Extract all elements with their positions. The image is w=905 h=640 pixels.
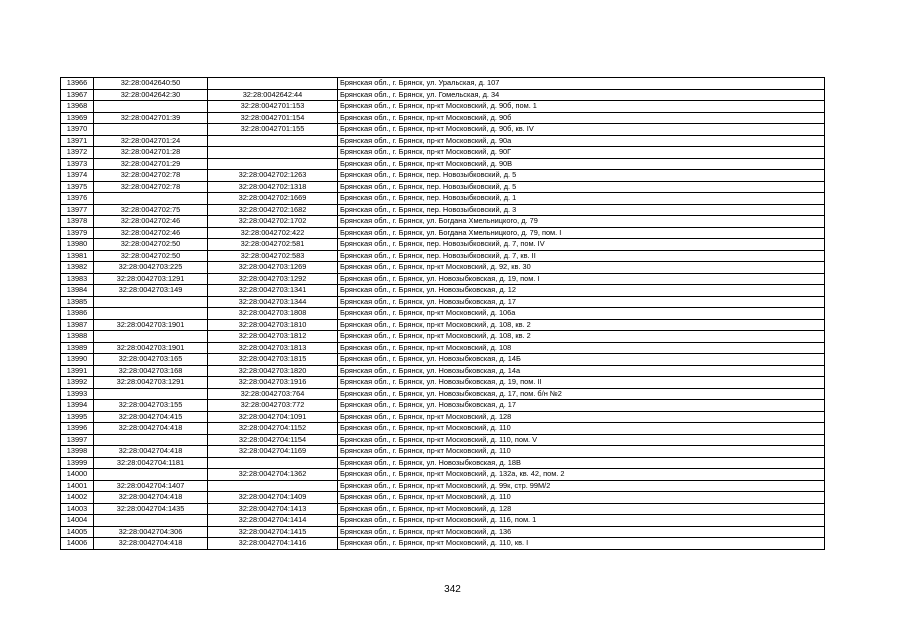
cadastral-number-cell: 32:28:0042704:415 <box>94 411 208 423</box>
object-cadastral-number-cell: 32:28:0042704:1152 <box>208 423 338 435</box>
object-cadastral-number-cell <box>208 158 338 170</box>
row-number-cell: 13984 <box>61 285 94 297</box>
cadastral-number-cell: 32:28:0042703:168 <box>94 365 208 377</box>
table-row <box>61 331 825 343</box>
address-cell: Брянская обл., г. Брянск, пр-кт Московский, д. 110 <box>338 492 825 504</box>
cadastral-number-cell <box>94 388 208 400</box>
row-number-cell: 13970 <box>61 124 94 136</box>
table-row <box>61 423 825 435</box>
address-cell: Брянская обл., г. Брянск, пр-кт Московский, д. 90б, кв. IV <box>338 124 825 136</box>
object-cadastral-number-cell: 32:28:0042704:1091 <box>208 411 338 423</box>
table-row <box>61 469 825 481</box>
row-number-cell: 13992 <box>61 377 94 389</box>
table-row <box>61 503 825 515</box>
object-cadastral-number-cell <box>208 135 338 147</box>
address-cell: Брянская обл., г. Брянск, пр-кт Московский, д. 90б <box>338 112 825 124</box>
cadastral-number-cell: 32:28:0042703:1901 <box>94 342 208 354</box>
row-number-cell: 14006 <box>61 538 94 550</box>
object-cadastral-number-cell: 32:28:0042703:1341 <box>208 285 338 297</box>
table-row <box>61 147 825 159</box>
object-cadastral-number-cell: 32:28:0042704:1154 <box>208 434 338 446</box>
object-cadastral-number-cell: 32:28:0042703:1820 <box>208 365 338 377</box>
table-row <box>61 319 825 331</box>
row-number-cell: 13999 <box>61 457 94 469</box>
address-cell: Брянская обл., г. Брянск, пр-кт Московский, д. 108, кв. 2 <box>338 319 825 331</box>
object-cadastral-number-cell: 32:28:0042702:1263 <box>208 170 338 182</box>
row-number-cell: 13990 <box>61 354 94 366</box>
row-number-cell: 13975 <box>61 181 94 193</box>
object-cadastral-number-cell: 32:28:0042702:422 <box>208 227 338 239</box>
cadastral-number-cell: 32:28:0042702:46 <box>94 227 208 239</box>
cadastral-number-cell: 32:28:0042701:29 <box>94 158 208 170</box>
cadastral-number-cell: 32:28:0042701:24 <box>94 135 208 147</box>
cadastral-number-cell: 32:28:0042704:1407 <box>94 480 208 492</box>
object-cadastral-number-cell: 32:28:0042701:153 <box>208 101 338 113</box>
address-cell: Брянская обл., г. Брянск, пр-кт Московский, д. 90а <box>338 135 825 147</box>
object-cadastral-number-cell: 32:28:0042642:44 <box>208 89 338 101</box>
row-number-cell: 13995 <box>61 411 94 423</box>
object-cadastral-number-cell: 32:28:0042702:1682 <box>208 204 338 216</box>
object-cadastral-number-cell: 32:28:0042703:1810 <box>208 319 338 331</box>
object-cadastral-number-cell: 32:28:0042704:1415 <box>208 526 338 538</box>
table-row <box>61 308 825 320</box>
row-number-cell: 13977 <box>61 204 94 216</box>
row-number-cell: 13971 <box>61 135 94 147</box>
table-row <box>61 273 825 285</box>
object-cadastral-number-cell: 32:28:0042703:1916 <box>208 377 338 389</box>
table-row <box>61 354 825 366</box>
table-row <box>61 526 825 538</box>
address-cell: Брянская обл., г. Брянск, пр-кт Московский, д. 132а, кв. 42, пом. 2 <box>338 469 825 481</box>
cadastral-number-cell: 32:28:0042702:78 <box>94 181 208 193</box>
address-cell: Брянская обл., г. Брянск, пер. Новозыбковский, д. 7, кв. II <box>338 250 825 262</box>
row-number-cell: 14003 <box>61 503 94 515</box>
table-row <box>61 446 825 458</box>
table-row <box>61 377 825 389</box>
address-cell: Брянская обл., г. Брянск, ул. Новозыбковская, д. 17 <box>338 400 825 412</box>
cadastral-number-cell: 32:28:0042702:75 <box>94 204 208 216</box>
row-number-cell: 14002 <box>61 492 94 504</box>
table-row <box>61 262 825 274</box>
table-row <box>61 411 825 423</box>
cadastral-number-cell: 32:28:0042703:149 <box>94 285 208 297</box>
table-row <box>61 388 825 400</box>
object-cadastral-number-cell: 32:28:0042702:1318 <box>208 181 338 193</box>
object-cadastral-number-cell: 32:28:0042703:1812 <box>208 331 338 343</box>
row-number-cell: 13997 <box>61 434 94 446</box>
cadastral-number-cell: 32:28:0042704:418 <box>94 538 208 550</box>
table-row <box>61 78 825 90</box>
table-row <box>61 365 825 377</box>
table-row <box>61 538 825 550</box>
address-cell: Брянская обл., г. Брянск, пер. Новозыбковский, д. 7, пом. IV <box>338 239 825 251</box>
object-cadastral-number-cell: 32:28:0042703:772 <box>208 400 338 412</box>
table-row <box>61 112 825 124</box>
object-cadastral-number-cell <box>208 457 338 469</box>
row-number-cell: 13996 <box>61 423 94 435</box>
address-cell: Брянская обл., г. Брянск, пр-кт Московский, д. 116, пом. 1 <box>338 515 825 527</box>
row-number-cell: 13994 <box>61 400 94 412</box>
cadastral-number-cell: 32:28:0042702:50 <box>94 250 208 262</box>
address-cell: Брянская обл., г. Брянск, пр-кт Московский, д. 136 <box>338 526 825 538</box>
cadastral-number-cell: 32:28:0042704:1435 <box>94 503 208 515</box>
address-cell: Брянская обл., г. Брянск, пр-кт Московский, д. 128 <box>338 503 825 515</box>
object-cadastral-number-cell <box>208 78 338 90</box>
object-cadastral-number-cell: 32:28:0042701:154 <box>208 112 338 124</box>
address-cell: Брянская обл., г. Брянск, пр-кт Московский, д. 106а <box>338 308 825 320</box>
object-cadastral-number-cell: 32:28:0042704:1169 <box>208 446 338 458</box>
address-cell: Брянская обл., г. Брянск, ул. Новозыбковская, д. 17, пом. б/н №2 <box>338 388 825 400</box>
cadastral-number-cell <box>94 296 208 308</box>
address-cell: Брянская обл., г. Брянск, пр-кт Московский, д. 110, кв. I <box>338 538 825 550</box>
table-row <box>61 216 825 228</box>
table-row <box>61 170 825 182</box>
address-cell: Брянская обл., г. Брянск, пр-кт Московский, д. 110 <box>338 446 825 458</box>
address-cell: Брянская обл., г. Брянск, пр-кт Московский, д. 108 <box>338 342 825 354</box>
cadastral-number-cell: 32:28:0042702:50 <box>94 239 208 251</box>
table-row <box>61 250 825 262</box>
cadastral-number-cell: 32:28:0042703:1901 <box>94 319 208 331</box>
address-cell: Брянская обл., г. Брянск, пр-кт Московский, д. 92, кв. 30 <box>338 262 825 274</box>
cadastral-number-cell <box>94 331 208 343</box>
cadastral-number-cell <box>94 434 208 446</box>
address-cell: Брянская обл., г. Брянск, пр-кт Московский, д. 90б, пом. 1 <box>338 101 825 113</box>
address-cell: Брянская обл., г. Брянск, пер. Новозыбковский, д. 3 <box>338 204 825 216</box>
address-cell: Брянская обл., г. Брянск, ул. Новозыбковская, д. 18В <box>338 457 825 469</box>
table-row <box>61 342 825 354</box>
table-row <box>61 457 825 469</box>
address-cell: Брянская обл., г. Брянск, ул. Уральская, д. 107 <box>338 78 825 90</box>
object-cadastral-number-cell <box>208 147 338 159</box>
address-cell: Брянская обл., г. Брянск, пр-кт Московский, д. 90Г <box>338 147 825 159</box>
cadastral-number-cell: 32:28:0042704:418 <box>94 423 208 435</box>
object-cadastral-number-cell: 32:28:0042704:1362 <box>208 469 338 481</box>
table-row <box>61 400 825 412</box>
address-cell: Брянская обл., г. Брянск, ул. Новозыбковская, д. 17 <box>338 296 825 308</box>
object-cadastral-number-cell <box>208 480 338 492</box>
table-row <box>61 135 825 147</box>
cadastral-number-cell <box>94 469 208 481</box>
registry-table-body <box>61 78 825 550</box>
address-cell: Брянская обл., г. Брянск, ул. Богдана Хмельницкого, д. 79 <box>338 216 825 228</box>
address-cell: Брянская обл., г. Брянск, пер. Новозыбковский, д. 5 <box>338 181 825 193</box>
table-row <box>61 492 825 504</box>
row-number-cell: 14000 <box>61 469 94 481</box>
address-cell: Брянская обл., г. Брянск, пр-кт Московский, д. 99к, стр. 99М/2 <box>338 480 825 492</box>
cadastral-number-cell <box>94 124 208 136</box>
address-cell: Брянская обл., г. Брянск, пер. Новозыбковский, д. 1 <box>338 193 825 205</box>
row-number-cell: 13973 <box>61 158 94 170</box>
object-cadastral-number-cell: 32:28:0042702:581 <box>208 239 338 251</box>
row-number-cell: 14005 <box>61 526 94 538</box>
row-number-cell: 13978 <box>61 216 94 228</box>
cadastral-number-cell: 32:28:0042704:306 <box>94 526 208 538</box>
row-number-cell: 13976 <box>61 193 94 205</box>
address-cell: Брянская обл., г. Брянск, пр-кт Московский, д. 110 <box>338 423 825 435</box>
address-cell: Брянская обл., г. Брянск, пр-кт Московский, д. 128 <box>338 411 825 423</box>
row-number-cell: 13967 <box>61 89 94 101</box>
cadastral-number-cell: 32:28:0042703:1291 <box>94 377 208 389</box>
cadastral-number-cell <box>94 308 208 320</box>
address-cell: Брянская обл., г. Брянск, ул. Новозыбковская, д. 19, пом. I <box>338 273 825 285</box>
object-cadastral-number-cell: 32:28:0042704:1416 <box>208 538 338 550</box>
object-cadastral-number-cell: 32:28:0042702:583 <box>208 250 338 262</box>
row-number-cell: 14001 <box>61 480 94 492</box>
row-number-cell: 13988 <box>61 331 94 343</box>
object-cadastral-number-cell: 32:28:0042704:1409 <box>208 492 338 504</box>
address-cell: Брянская обл., г. Брянск, пр-кт Московский, д. 90В <box>338 158 825 170</box>
object-cadastral-number-cell: 32:28:0042703:1344 <box>208 296 338 308</box>
table-row <box>61 181 825 193</box>
address-cell: Брянская обл., г. Брянск, ул. Новозыбковская, д. 19, пом. II <box>338 377 825 389</box>
object-cadastral-number-cell: 32:28:0042702:1669 <box>208 193 338 205</box>
object-cadastral-number-cell: 32:28:0042703:1269 <box>208 262 338 274</box>
cadastral-number-cell: 32:28:0042704:1181 <box>94 457 208 469</box>
cadastral-number-cell: 32:28:0042704:418 <box>94 492 208 504</box>
cadastral-number-cell: 32:28:0042702:46 <box>94 216 208 228</box>
row-number-cell: 13968 <box>61 101 94 113</box>
address-cell: Брянская обл., г. Брянск, пер. Новозыбковский, д. 5 <box>338 170 825 182</box>
address-cell: Брянская обл., г. Брянск, ул. Богдана Хмельницкого, д. 79, пом. I <box>338 227 825 239</box>
object-cadastral-number-cell: 32:28:0042704:1413 <box>208 503 338 515</box>
table-row <box>61 193 825 205</box>
object-cadastral-number-cell: 32:28:0042701:155 <box>208 124 338 136</box>
table-row <box>61 227 825 239</box>
row-number-cell: 13979 <box>61 227 94 239</box>
row-number-cell: 13972 <box>61 147 94 159</box>
address-cell: Брянская обл., г. Брянск, ул. Новозыбковская, д. 12 <box>338 285 825 297</box>
table-row <box>61 480 825 492</box>
cadastral-number-cell: 32:28:0042701:28 <box>94 147 208 159</box>
row-number-cell: 13993 <box>61 388 94 400</box>
address-cell: Брянская обл., г. Брянск, ул. Новозыбковская, д. 14Б <box>338 354 825 366</box>
address-cell: Брянская обл., г. Брянск, пр-кт Московский, д. 108, кв. 2 <box>338 331 825 343</box>
object-cadastral-number-cell: 32:28:0042703:1292 <box>208 273 338 285</box>
cadastral-number-cell: 32:28:0042703:1291 <box>94 273 208 285</box>
cadastral-number-cell: 32:28:0042703:225 <box>94 262 208 274</box>
table-row <box>61 204 825 216</box>
page-number: 342 <box>444 584 461 595</box>
row-number-cell: 13991 <box>61 365 94 377</box>
table-row <box>61 285 825 297</box>
row-number-cell: 13987 <box>61 319 94 331</box>
table-row <box>61 515 825 527</box>
cadastral-number-cell: 32:28:0042642:30 <box>94 89 208 101</box>
row-number-cell: 13989 <box>61 342 94 354</box>
row-number-cell: 13966 <box>61 78 94 90</box>
cadastral-number-cell <box>94 101 208 113</box>
cadastral-number-cell: 32:28:0042704:418 <box>94 446 208 458</box>
object-cadastral-number-cell: 32:28:0042703:1808 <box>208 308 338 320</box>
cadastral-number-cell: 32:28:0042640:50 <box>94 78 208 90</box>
table-row <box>61 124 825 136</box>
cadastral-number-cell: 32:28:0042701:39 <box>94 112 208 124</box>
table-row <box>61 158 825 170</box>
cadastral-number-cell: 32:28:0042702:78 <box>94 170 208 182</box>
table-row <box>61 296 825 308</box>
object-cadastral-number-cell: 32:28:0042703:1815 <box>208 354 338 366</box>
row-number-cell: 13986 <box>61 308 94 320</box>
row-number-cell: 14004 <box>61 515 94 527</box>
row-number-cell: 13981 <box>61 250 94 262</box>
cadastral-number-cell <box>94 515 208 527</box>
row-number-cell: 13998 <box>61 446 94 458</box>
cadastral-number-cell: 32:28:0042703:155 <box>94 400 208 412</box>
table-row <box>61 239 825 251</box>
table-row <box>61 101 825 113</box>
row-number-cell: 13980 <box>61 239 94 251</box>
cadastral-number-cell <box>94 193 208 205</box>
object-cadastral-number-cell: 32:28:0042703:1813 <box>208 342 338 354</box>
row-number-cell: 13985 <box>61 296 94 308</box>
object-cadastral-number-cell: 32:28:0042704:1414 <box>208 515 338 527</box>
registry-table <box>60 77 825 550</box>
row-number-cell: 13983 <box>61 273 94 285</box>
object-cadastral-number-cell: 32:28:0042702:1702 <box>208 216 338 228</box>
address-cell: Брянская обл., г. Брянск, ул. Новозыбковская, д. 14а <box>338 365 825 377</box>
cadastral-number-cell: 32:28:0042703:165 <box>94 354 208 366</box>
row-number-cell: 13974 <box>61 170 94 182</box>
object-cadastral-number-cell: 32:28:0042703:764 <box>208 388 338 400</box>
row-number-cell: 13969 <box>61 112 94 124</box>
table-row <box>61 434 825 446</box>
address-cell: Брянская обл., г. Брянск, пр-кт Московский, д. 110, пом. V <box>338 434 825 446</box>
address-cell: Брянская обл., г. Брянск, ул. Гомельская, д. 34 <box>338 89 825 101</box>
table-row <box>61 89 825 101</box>
row-number-cell: 13982 <box>61 262 94 274</box>
